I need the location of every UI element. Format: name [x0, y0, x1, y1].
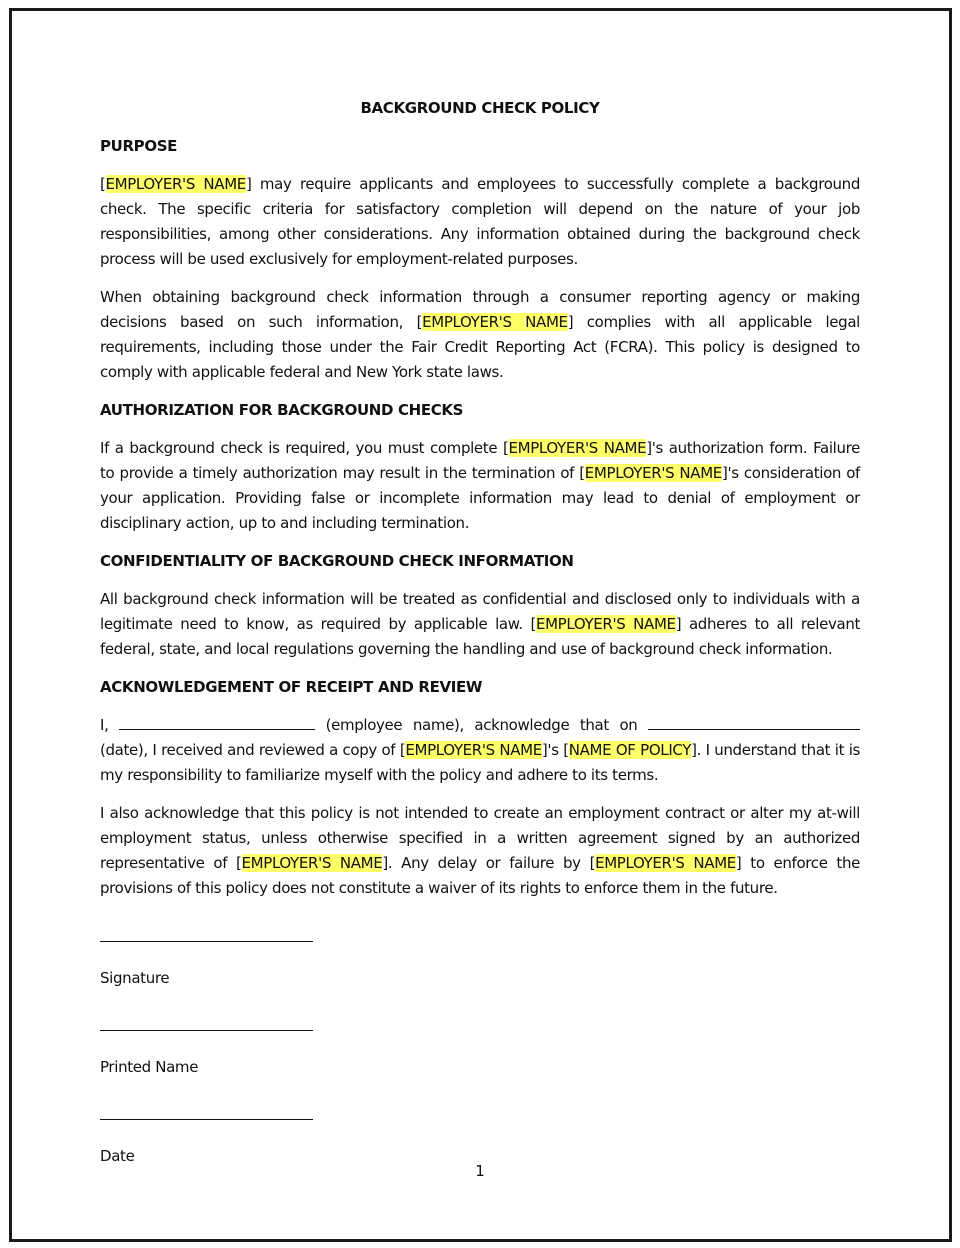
date-blank[interactable] [648, 713, 860, 730]
acknowledgement-text: I also acknowledge that this policy is not intended to create an employment contract or alter my at-will employment status, unless otherwise specified in a written agreement signed by an authorized representative of [100, 804, 860, 872]
employer-placeholder: EMPLOYER'S NAME [105, 175, 246, 193]
employee-name-blank[interactable] [119, 713, 315, 730]
printed-name-line[interactable] [100, 1016, 313, 1031]
employer-placeholder: EMPLOYER'S NAME [405, 741, 542, 759]
date-label: Date [100, 1147, 135, 1165]
printed-name-label: Printed Name [100, 1058, 199, 1076]
page-number: 1 [475, 1162, 485, 1180]
purpose-text: may require applicants and employees to successfully complete a background check. The specific criteria for satisfactory completion will depend on the nature of your job responsibilities, among other considerations. Any information obtained during the background check process will be used exclusively for employment-related purposes. [100, 175, 861, 268]
signature-line[interactable] [100, 927, 313, 942]
acknowledgement-text: (date), I received and reviewed a copy of [100, 741, 400, 759]
purpose-text: complies with all applicable legal requirements, including those under the Fair Credit Reporting Act (FCRA). This policy is designed to comply with applicable federal and New York state laws. [100, 313, 860, 381]
acknowledgement-text: 's [547, 741, 564, 759]
document-title: BACKGROUND CHECK POLICY [360, 99, 600, 117]
purpose-heading: PURPOSE [100, 137, 178, 155]
employer-placeholder: EMPLOYER'S NAME [584, 464, 722, 482]
confidentiality-text: adheres to all relevant federal, state, and local regulations governing the handling and use of background check information. [100, 615, 861, 658]
acknowledgement-text: . Any delay or failure by [387, 854, 590, 872]
employer-placeholder: EMPLOYER'S NAME [535, 615, 676, 633]
acknowledgement-text: to enforce the provisions of this policy does not constitute a waiver of its rights to enforce them in the future. [100, 854, 860, 897]
acknowledgement-text: (employee name), acknowledge that on [315, 716, 648, 734]
document-page [100, 96, 860, 1194]
confidentiality-text: All background check information will be treated as confidential and disclosed only to individuals with a legitimate need to know, as required by applicable law. [100, 590, 860, 633]
acknowledgement-heading: ACKNOWLEDGEMENT OF RECEIPT AND REVIEW [100, 678, 483, 696]
authorization-paragraph: If a background check is required, you must complete [EMPLOYER'S NAME]'s authorization form. Failure to provide a timely authorization may result in the termination of [EMPLOYER'S NAME]'s consideration of your application. Providing false or incomplete information may lead to denial of employment or disciplinary action, up to and including termination. [100, 439, 861, 532]
employer-placeholder: EMPLOYER'S NAME [595, 854, 736, 872]
authorization-text: If a background check is required, you must complete [100, 439, 503, 457]
authorization-text: 's consideration of your application. Providing false or incomplete information may lead to denial of employment or disciplinary action, up to and including termination. [100, 464, 860, 532]
purpose-text: When obtaining background check information through a consumer reporting agency or making decisions based on such information, [100, 288, 860, 331]
employer-placeholder: EMPLOYER'S NAME [241, 854, 383, 872]
confidentiality-paragraph: All background check information will be treated as confidential and disclosed only to individuals with a legitimate need to know, as required by applicable law. [EMPLOYER'S NAME] adheres to all relevant federal, state, and local regulations governing the handling and use of background check information. [100, 590, 861, 658]
employer-placeholder: EMPLOYER'S NAME [508, 439, 647, 457]
acknowledgement-paragraph-1: I, (employee name), acknowledge that on (date), I received and reviewed a copy of [EMPLOYER'S NAME]'s [NAME OF POLICY]. I understand that it is my responsibility to familiarize myself with the policy and adhere to its terms. [100, 713, 860, 788]
signature-label: Signature [100, 969, 170, 987]
acknowledgement-text: . I understand that it is my responsibility to familiarize myself with the policy and adhere to its terms. [100, 741, 860, 784]
date-line[interactable] [100, 1105, 313, 1120]
signature-block [100, 927, 860, 1169]
authorization-heading: AUTHORIZATION FOR BACKGROUND CHECKS [100, 401, 464, 419]
acknowledgement-text: I, [100, 716, 120, 734]
employer-placeholder: EMPLOYER'S NAME [422, 313, 568, 331]
purpose-paragraph-1: [EMPLOYER'S NAME] may require applicants and employees to successfully complete a background check. The specific criteria for satisfactory completion will depend on the nature of your job responsibilities, among other considerations. Any information obtained during the background check process will be used exclusively for employment-related purposes. [100, 175, 861, 268]
acknowledgement-paragraph-2: I also acknowledge that this policy is not intended to create an employment contract or alter my at-will employment status, unless otherwise specified in a written agreement signed by an authorized representative of [EMPLOYER'S NAME]. Any delay or failure by [EMPLOYER'S NAME] to enforce the provisions of this policy does not constitute a waiver of its rights to enforce them in the future. [100, 804, 860, 897]
confidentiality-heading: CONFIDENTIALITY OF BACKGROUND CHECK INFORMATION [100, 552, 574, 570]
purpose-paragraph-2: When obtaining background check information through a consumer reporting agency or making decisions based on such information, [EMPLOYER'S NAME] complies with all applicable legal requirements, including those under the Fair Credit Reporting Act (FCRA). This policy is designed to comply with applicable federal and New York state laws. [100, 288, 860, 381]
authorization-text: 's authorization form. Failure to provide a timely authorization may result in the termination of [100, 439, 861, 482]
policy-placeholder: NAME OF POLICY [568, 741, 692, 759]
